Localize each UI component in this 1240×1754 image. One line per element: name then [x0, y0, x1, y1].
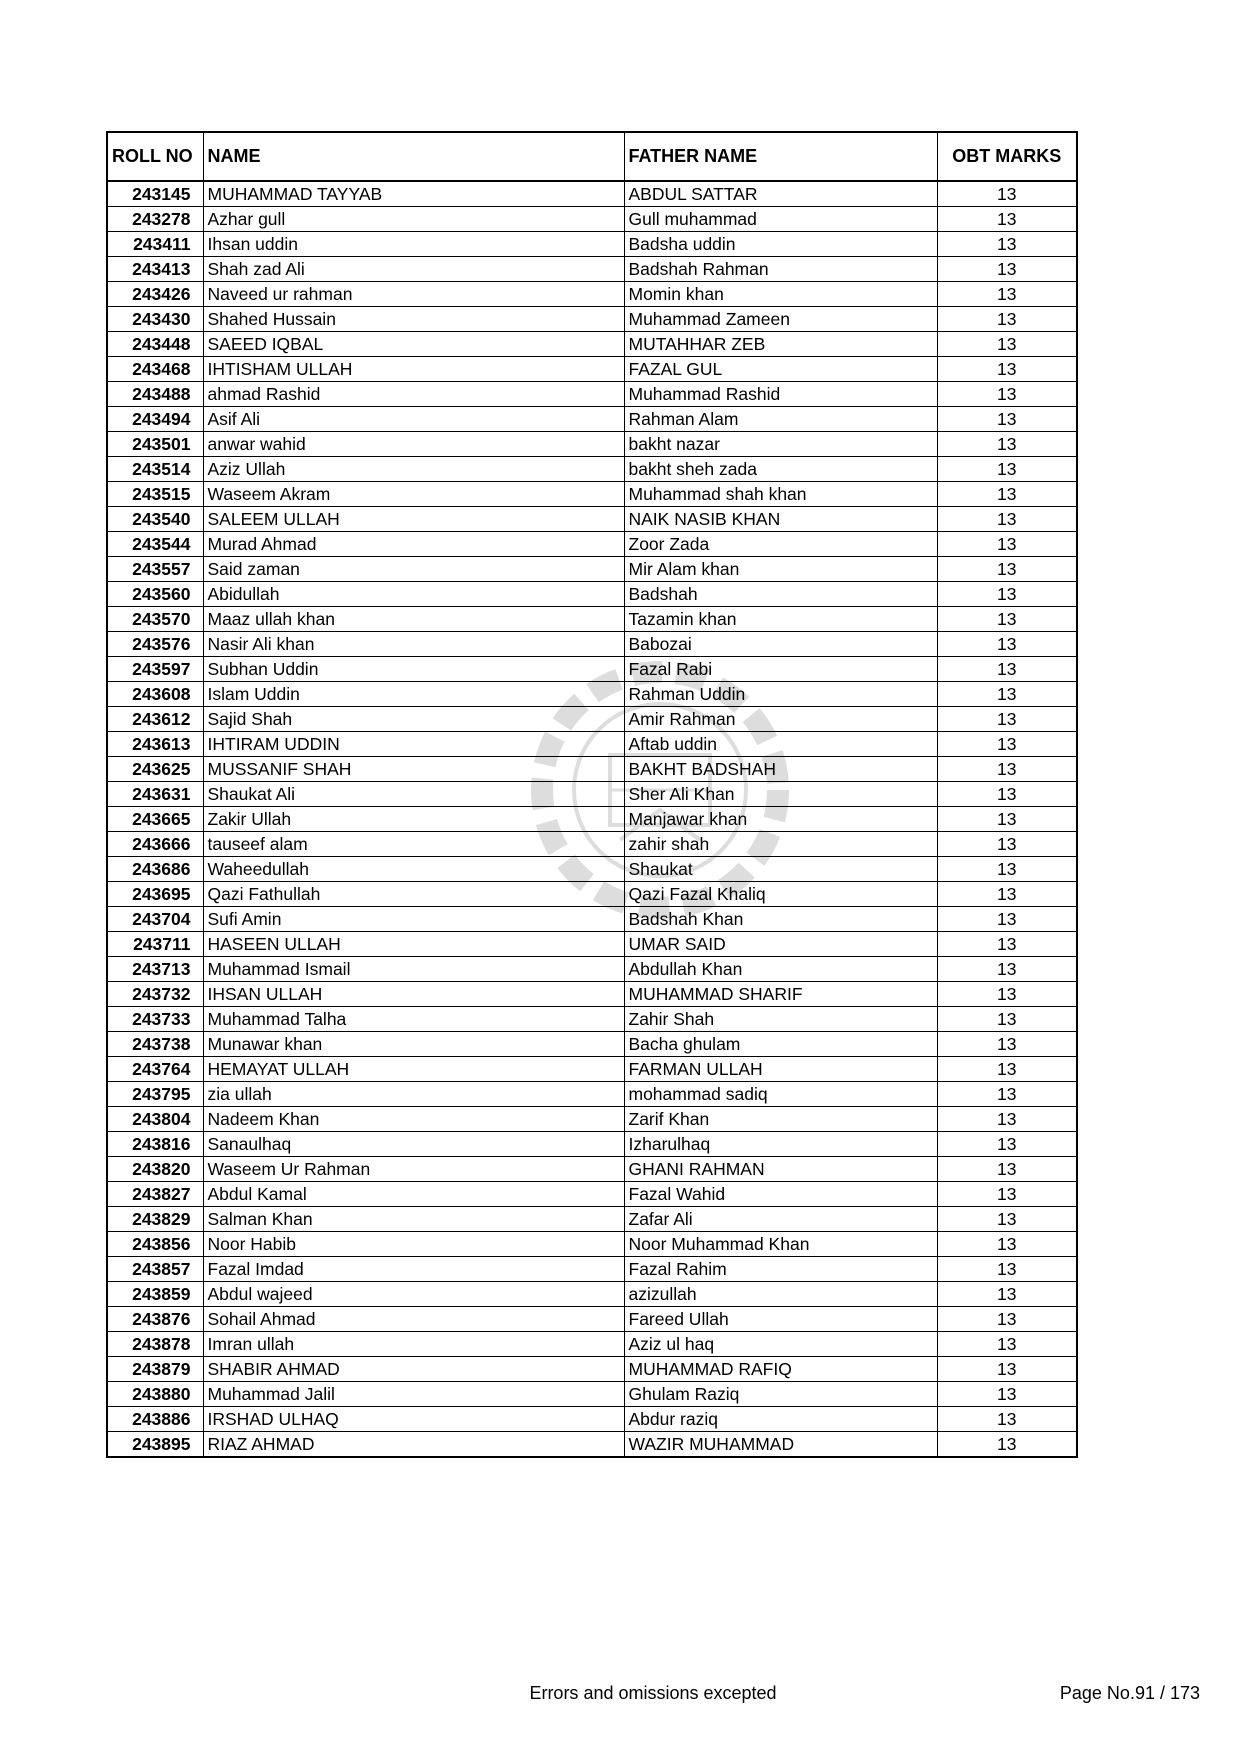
- name-cell: Islam Uddin: [203, 682, 624, 707]
- father-name-cell: Sher Ali Khan: [624, 782, 937, 807]
- name-cell: anwar wahid: [203, 432, 624, 457]
- obt-marks-cell: 13: [937, 1132, 1077, 1157]
- roll-no-cell: 243738: [107, 1032, 203, 1057]
- name-cell: IRSHAD ULHAQ: [203, 1407, 624, 1432]
- father-name-cell: NAIK NASIB KHAN: [624, 507, 937, 532]
- father-name-cell: GHANI RAHMAN: [624, 1157, 937, 1182]
- name-cell: Noor Habib: [203, 1232, 624, 1257]
- table-row: [107, 757, 1077, 782]
- father-name-cell: Muhammad Rashid: [624, 382, 937, 407]
- table-row: [107, 982, 1077, 1007]
- name-cell: Aziz Ullah: [203, 457, 624, 482]
- table-body: [107, 181, 1077, 1457]
- father-name-cell: Tazamin khan: [624, 607, 937, 632]
- name-cell: Sohail Ahmad: [203, 1307, 624, 1332]
- roll-no-cell: 243713: [107, 957, 203, 982]
- father-name-cell: Muhammad Zameen: [624, 307, 937, 332]
- obt-marks-cell: 13: [937, 1082, 1077, 1107]
- name-cell: IHTISHAM ULLAH: [203, 357, 624, 382]
- obt-marks-cell: 13: [937, 407, 1077, 432]
- name-cell: Said zaman: [203, 557, 624, 582]
- table-row: [107, 357, 1077, 382]
- father-name-cell: Fazal Wahid: [624, 1182, 937, 1207]
- table-row: [107, 382, 1077, 407]
- father-name-cell: Muhammad shah khan: [624, 482, 937, 507]
- father-name-cell: UMAR SAID: [624, 932, 937, 957]
- obt-marks-cell: 13: [937, 532, 1077, 557]
- obt-marks-cell: 13: [937, 1032, 1077, 1057]
- father-name-cell: bakht sheh zada: [624, 457, 937, 482]
- table-row: [107, 257, 1077, 282]
- name-cell: zia ullah: [203, 1082, 624, 1107]
- obt-marks-cell: 13: [937, 807, 1077, 832]
- table-row: [107, 1432, 1077, 1458]
- table-row: [107, 932, 1077, 957]
- table-row: [107, 1332, 1077, 1357]
- father-name-cell: Badshah Rahman: [624, 257, 937, 282]
- father-name-cell: BAKHT BADSHAH: [624, 757, 937, 782]
- table-row: [107, 181, 1077, 207]
- roll-no-cell: 243686: [107, 857, 203, 882]
- obt-marks-cell: 13: [937, 857, 1077, 882]
- name-cell: Waseem Akram: [203, 482, 624, 507]
- name-cell: Muhammad Jalil: [203, 1382, 624, 1407]
- obt-marks-cell: 13: [937, 932, 1077, 957]
- roll-no-cell: 243576: [107, 632, 203, 657]
- father-name-cell: Zafar Ali: [624, 1207, 937, 1232]
- roll-no-cell: 243695: [107, 882, 203, 907]
- name-cell: Abdul Kamal: [203, 1182, 624, 1207]
- obt-marks-cell: 13: [937, 632, 1077, 657]
- obt-marks-cell: 13: [937, 1382, 1077, 1407]
- name-cell: Shah zad Ali: [203, 257, 624, 282]
- obt-marks-cell: 13: [937, 1157, 1077, 1182]
- footer-note: Errors and omissions excepted: [529, 1683, 777, 1703]
- obt-marks-cell: 13: [937, 457, 1077, 482]
- obt-marks-cell: 13: [937, 957, 1077, 982]
- table-row: [107, 332, 1077, 357]
- table-row: [107, 1132, 1077, 1157]
- header-obt-marks: OBT MARKS: [937, 132, 1077, 181]
- father-name-cell: Fareed Ullah: [624, 1307, 937, 1332]
- table-row: [107, 1057, 1077, 1082]
- roll-no-cell: 243145: [107, 181, 203, 207]
- father-name-cell: FAZAL GUL: [624, 357, 937, 382]
- father-name-cell: Fazal Rahim: [624, 1257, 937, 1282]
- father-name-cell: mohammad sadiq: [624, 1082, 937, 1107]
- name-cell: Sanaulhaq: [203, 1132, 624, 1157]
- name-cell: RIAZ AHMAD: [203, 1432, 624, 1458]
- roll-no-cell: 243608: [107, 682, 203, 707]
- father-name-cell: Ghulam Raziq: [624, 1382, 937, 1407]
- name-cell: Salman Khan: [203, 1207, 624, 1232]
- obt-marks-cell: 13: [937, 1232, 1077, 1257]
- father-name-cell: zahir shah: [624, 832, 937, 857]
- name-cell: IHSAN ULLAH: [203, 982, 624, 1007]
- table-row: [107, 1007, 1077, 1032]
- father-name-cell: Fazal Rabi: [624, 657, 937, 682]
- father-name-cell: Zoor Zada: [624, 532, 937, 557]
- roll-no-cell: 243570: [107, 607, 203, 632]
- name-cell: Abidullah: [203, 582, 624, 607]
- roll-no-cell: 243278: [107, 207, 203, 232]
- table-row: [107, 507, 1077, 532]
- father-name-cell: Aftab uddin: [624, 732, 937, 757]
- obt-marks-cell: 13: [937, 907, 1077, 932]
- father-name-cell: Noor Muhammad Khan: [624, 1232, 937, 1257]
- father-name-cell: Rahman Uddin: [624, 682, 937, 707]
- obt-marks-cell: 13: [937, 1357, 1077, 1382]
- obt-marks-cell: 13: [937, 1007, 1077, 1032]
- father-name-cell: Momin khan: [624, 282, 937, 307]
- table-row: [107, 882, 1077, 907]
- roll-no-cell: 243625: [107, 757, 203, 782]
- table-row: [107, 532, 1077, 557]
- obt-marks-cell: 13: [937, 1107, 1077, 1132]
- obt-marks-cell: 13: [937, 757, 1077, 782]
- obt-marks-cell: 13: [937, 357, 1077, 382]
- table-row: [107, 907, 1077, 932]
- roll-no-cell: 243895: [107, 1432, 203, 1458]
- obt-marks-cell: 13: [937, 332, 1077, 357]
- father-name-cell: Bacha ghulam: [624, 1032, 937, 1057]
- name-cell: SHABIR AHMAD: [203, 1357, 624, 1382]
- name-cell: MUHAMMAD TAYYAB: [203, 181, 624, 207]
- name-cell: Shahed Hussain: [203, 307, 624, 332]
- obt-marks-cell: 13: [937, 657, 1077, 682]
- roll-no-cell: 243612: [107, 707, 203, 732]
- table-row: [107, 1232, 1077, 1257]
- name-cell: Muhammad Ismail: [203, 957, 624, 982]
- table-row: [107, 1157, 1077, 1182]
- name-cell: Qazi Fathullah: [203, 882, 624, 907]
- table-row: [107, 557, 1077, 582]
- table-row: [107, 407, 1077, 432]
- table-row: [107, 482, 1077, 507]
- roll-no-cell: 243557: [107, 557, 203, 582]
- table-row: [107, 1257, 1077, 1282]
- name-cell: Azhar gull: [203, 207, 624, 232]
- father-name-cell: MUHAMMAD RAFIQ: [624, 1357, 937, 1382]
- father-name-cell: Qazi Fazal Khaliq: [624, 882, 937, 907]
- roll-no-cell: 243665: [107, 807, 203, 832]
- obt-marks-cell: 13: [937, 1332, 1077, 1357]
- table-row: [107, 632, 1077, 657]
- table-row: [107, 1357, 1077, 1382]
- name-cell: Sufi Amin: [203, 907, 624, 932]
- roll-no-cell: 243827: [107, 1182, 203, 1207]
- father-name-cell: Abdur raziq: [624, 1407, 937, 1432]
- roll-no-cell: 243856: [107, 1232, 203, 1257]
- obt-marks-cell: 13: [937, 507, 1077, 532]
- table-row: [107, 1107, 1077, 1132]
- roll-no-cell: 243859: [107, 1282, 203, 1307]
- roll-no-cell: 243488: [107, 382, 203, 407]
- name-cell: Imran ullah: [203, 1332, 624, 1357]
- obt-marks-cell: 13: [937, 607, 1077, 632]
- table-row: [107, 1082, 1077, 1107]
- table-row: [107, 657, 1077, 682]
- father-name-cell: Rahman Alam: [624, 407, 937, 432]
- name-cell: Zakir Ullah: [203, 807, 624, 832]
- table-row: [107, 857, 1077, 882]
- father-name-cell: Aziz ul haq: [624, 1332, 937, 1357]
- roll-no-cell: 243733: [107, 1007, 203, 1032]
- table-row: [107, 607, 1077, 632]
- father-name-cell: Mir Alam khan: [624, 557, 937, 582]
- roll-no-cell: 243540: [107, 507, 203, 532]
- table-row: [107, 1032, 1077, 1057]
- table-row: [107, 732, 1077, 757]
- father-name-cell: Badshah Khan: [624, 907, 937, 932]
- name-cell: Sajid Shah: [203, 707, 624, 732]
- name-cell: HEMAYAT ULLAH: [203, 1057, 624, 1082]
- obt-marks-cell: 13: [937, 232, 1077, 257]
- header-father-name: FATHER NAME: [624, 132, 937, 181]
- name-cell: Asif Ali: [203, 407, 624, 432]
- roll-no-cell: 243880: [107, 1382, 203, 1407]
- obt-marks-cell: 13: [937, 1407, 1077, 1432]
- table-row: [107, 1407, 1077, 1432]
- results-table: [106, 131, 1078, 1458]
- table-row: [107, 832, 1077, 857]
- table-row: [107, 432, 1077, 457]
- table-row: [107, 1382, 1077, 1407]
- obt-marks-cell: 13: [937, 257, 1077, 282]
- obt-marks-cell: 13: [937, 732, 1077, 757]
- roll-no-cell: 243820: [107, 1157, 203, 1182]
- roll-no-cell: 243804: [107, 1107, 203, 1132]
- name-cell: Maaz ullah khan: [203, 607, 624, 632]
- roll-no-cell: 243501: [107, 432, 203, 457]
- roll-no-cell: 243430: [107, 307, 203, 332]
- obt-marks-cell: 13: [937, 207, 1077, 232]
- father-name-cell: Badsha uddin: [624, 232, 937, 257]
- roll-no-cell: 243468: [107, 357, 203, 382]
- name-cell: Ihsan uddin: [203, 232, 624, 257]
- table-row: [107, 582, 1077, 607]
- name-cell: Nadeem Khan: [203, 1107, 624, 1132]
- table-header-row: [107, 132, 1077, 181]
- obt-marks-cell: 13: [937, 1182, 1077, 1207]
- father-name-cell: MUHAMMAD SHARIF: [624, 982, 937, 1007]
- roll-no-cell: 243597: [107, 657, 203, 682]
- table-row: [107, 282, 1077, 307]
- roll-no-cell: 243514: [107, 457, 203, 482]
- father-name-cell: Manjawar khan: [624, 807, 937, 832]
- roll-no-cell: 243711: [107, 932, 203, 957]
- name-cell: tauseef alam: [203, 832, 624, 857]
- obt-marks-cell: 13: [937, 1432, 1077, 1458]
- table-row: [107, 957, 1077, 982]
- obt-marks-cell: 13: [937, 1282, 1077, 1307]
- obt-marks-cell: 13: [937, 482, 1077, 507]
- name-cell: HASEEN ULLAH: [203, 932, 624, 957]
- name-cell: Munawar khan: [203, 1032, 624, 1057]
- father-name-cell: Abdullah Khan: [624, 957, 937, 982]
- roll-no-cell: 243494: [107, 407, 203, 432]
- roll-no-cell: 243704: [107, 907, 203, 932]
- father-name-cell: Shaukat: [624, 857, 937, 882]
- results-sheet: [106, 131, 1076, 1458]
- obt-marks-cell: 13: [937, 707, 1077, 732]
- roll-no-cell: 243515: [107, 482, 203, 507]
- roll-no-cell: 243544: [107, 532, 203, 557]
- table-row: [107, 682, 1077, 707]
- roll-no-cell: 243732: [107, 982, 203, 1007]
- obt-marks-cell: 13: [937, 1207, 1077, 1232]
- table-row: [107, 1207, 1077, 1232]
- table-row: [107, 807, 1077, 832]
- name-cell: Muhammad Talha: [203, 1007, 624, 1032]
- obt-marks-cell: 13: [937, 832, 1077, 857]
- father-name-cell: MUTAHHAR ZEB: [624, 332, 937, 357]
- obt-marks-cell: 13: [937, 882, 1077, 907]
- roll-no-cell: 243886: [107, 1407, 203, 1432]
- obt-marks-cell: 13: [937, 181, 1077, 207]
- name-cell: Waheedullah: [203, 857, 624, 882]
- header-name: NAME: [203, 132, 624, 181]
- father-name-cell: bakht nazar: [624, 432, 937, 457]
- name-cell: Abdul wajeed: [203, 1282, 624, 1307]
- name-cell: Waseem Ur Rahman: [203, 1157, 624, 1182]
- name-cell: IHTIRAM UDDIN: [203, 732, 624, 757]
- table-row: [107, 782, 1077, 807]
- name-cell: Fazal Imdad: [203, 1257, 624, 1282]
- table-row: [107, 707, 1077, 732]
- header-roll-no: ROLL NO: [107, 132, 203, 181]
- father-name-cell: Izharulhaq: [624, 1132, 937, 1157]
- father-name-cell: Gull muhammad: [624, 207, 937, 232]
- roll-no-cell: 243666: [107, 832, 203, 857]
- table-row: [107, 1307, 1077, 1332]
- roll-no-cell: 243413: [107, 257, 203, 282]
- roll-no-cell: 243857: [107, 1257, 203, 1282]
- roll-no-cell: 243426: [107, 282, 203, 307]
- name-cell: Murad Ahmad: [203, 532, 624, 557]
- page-number: Page No.91 / 173: [1059, 1683, 1200, 1703]
- roll-no-cell: 243613: [107, 732, 203, 757]
- obt-marks-cell: 13: [937, 782, 1077, 807]
- name-cell: SAEED IQBAL: [203, 332, 624, 357]
- name-cell: ahmad Rashid: [203, 382, 624, 407]
- father-name-cell: WAZIR MUHAMMAD: [624, 1432, 937, 1458]
- father-name-cell: FARMAN ULLAH: [624, 1057, 937, 1082]
- obt-marks-cell: 13: [937, 582, 1077, 607]
- obt-marks-cell: 13: [937, 1257, 1077, 1282]
- roll-no-cell: 243878: [107, 1332, 203, 1357]
- name-cell: Naveed ur rahman: [203, 282, 624, 307]
- father-name-cell: Babozai: [624, 632, 937, 657]
- father-name-cell: Zarif Khan: [624, 1107, 937, 1132]
- roll-no-cell: 243764: [107, 1057, 203, 1082]
- father-name-cell: Zahir Shah: [624, 1007, 937, 1032]
- table-row: [107, 457, 1077, 482]
- father-name-cell: azizullah: [624, 1282, 937, 1307]
- name-cell: Subhan Uddin: [203, 657, 624, 682]
- roll-no-cell: 243795: [107, 1082, 203, 1107]
- roll-no-cell: 243879: [107, 1357, 203, 1382]
- father-name-cell: Amir Rahman: [624, 707, 937, 732]
- obt-marks-cell: 13: [937, 282, 1077, 307]
- obt-marks-cell: 13: [937, 382, 1077, 407]
- roll-no-cell: 243411: [107, 232, 203, 257]
- father-name-cell: ABDUL SATTAR: [624, 181, 937, 207]
- roll-no-cell: 243560: [107, 582, 203, 607]
- obt-marks-cell: 13: [937, 1057, 1077, 1082]
- obt-marks-cell: 13: [937, 682, 1077, 707]
- roll-no-cell: 243448: [107, 332, 203, 357]
- father-name-cell: Badshah: [624, 582, 937, 607]
- name-cell: Nasir Ali khan: [203, 632, 624, 657]
- table-row: [107, 307, 1077, 332]
- table-row: [107, 232, 1077, 257]
- table-row: [107, 1282, 1077, 1307]
- obt-marks-cell: 13: [937, 432, 1077, 457]
- obt-marks-cell: 13: [937, 1307, 1077, 1332]
- roll-no-cell: 243816: [107, 1132, 203, 1157]
- roll-no-cell: 243829: [107, 1207, 203, 1232]
- name-cell: MUSSANIF SHAH: [203, 757, 624, 782]
- name-cell: Shaukat Ali: [203, 782, 624, 807]
- roll-no-cell: 243631: [107, 782, 203, 807]
- table-row: [107, 207, 1077, 232]
- name-cell: SALEEM ULLAH: [203, 507, 624, 532]
- table-row: [107, 1182, 1077, 1207]
- obt-marks-cell: 13: [937, 982, 1077, 1007]
- obt-marks-cell: 13: [937, 557, 1077, 582]
- roll-no-cell: 243876: [107, 1307, 203, 1332]
- obt-marks-cell: 13: [937, 307, 1077, 332]
